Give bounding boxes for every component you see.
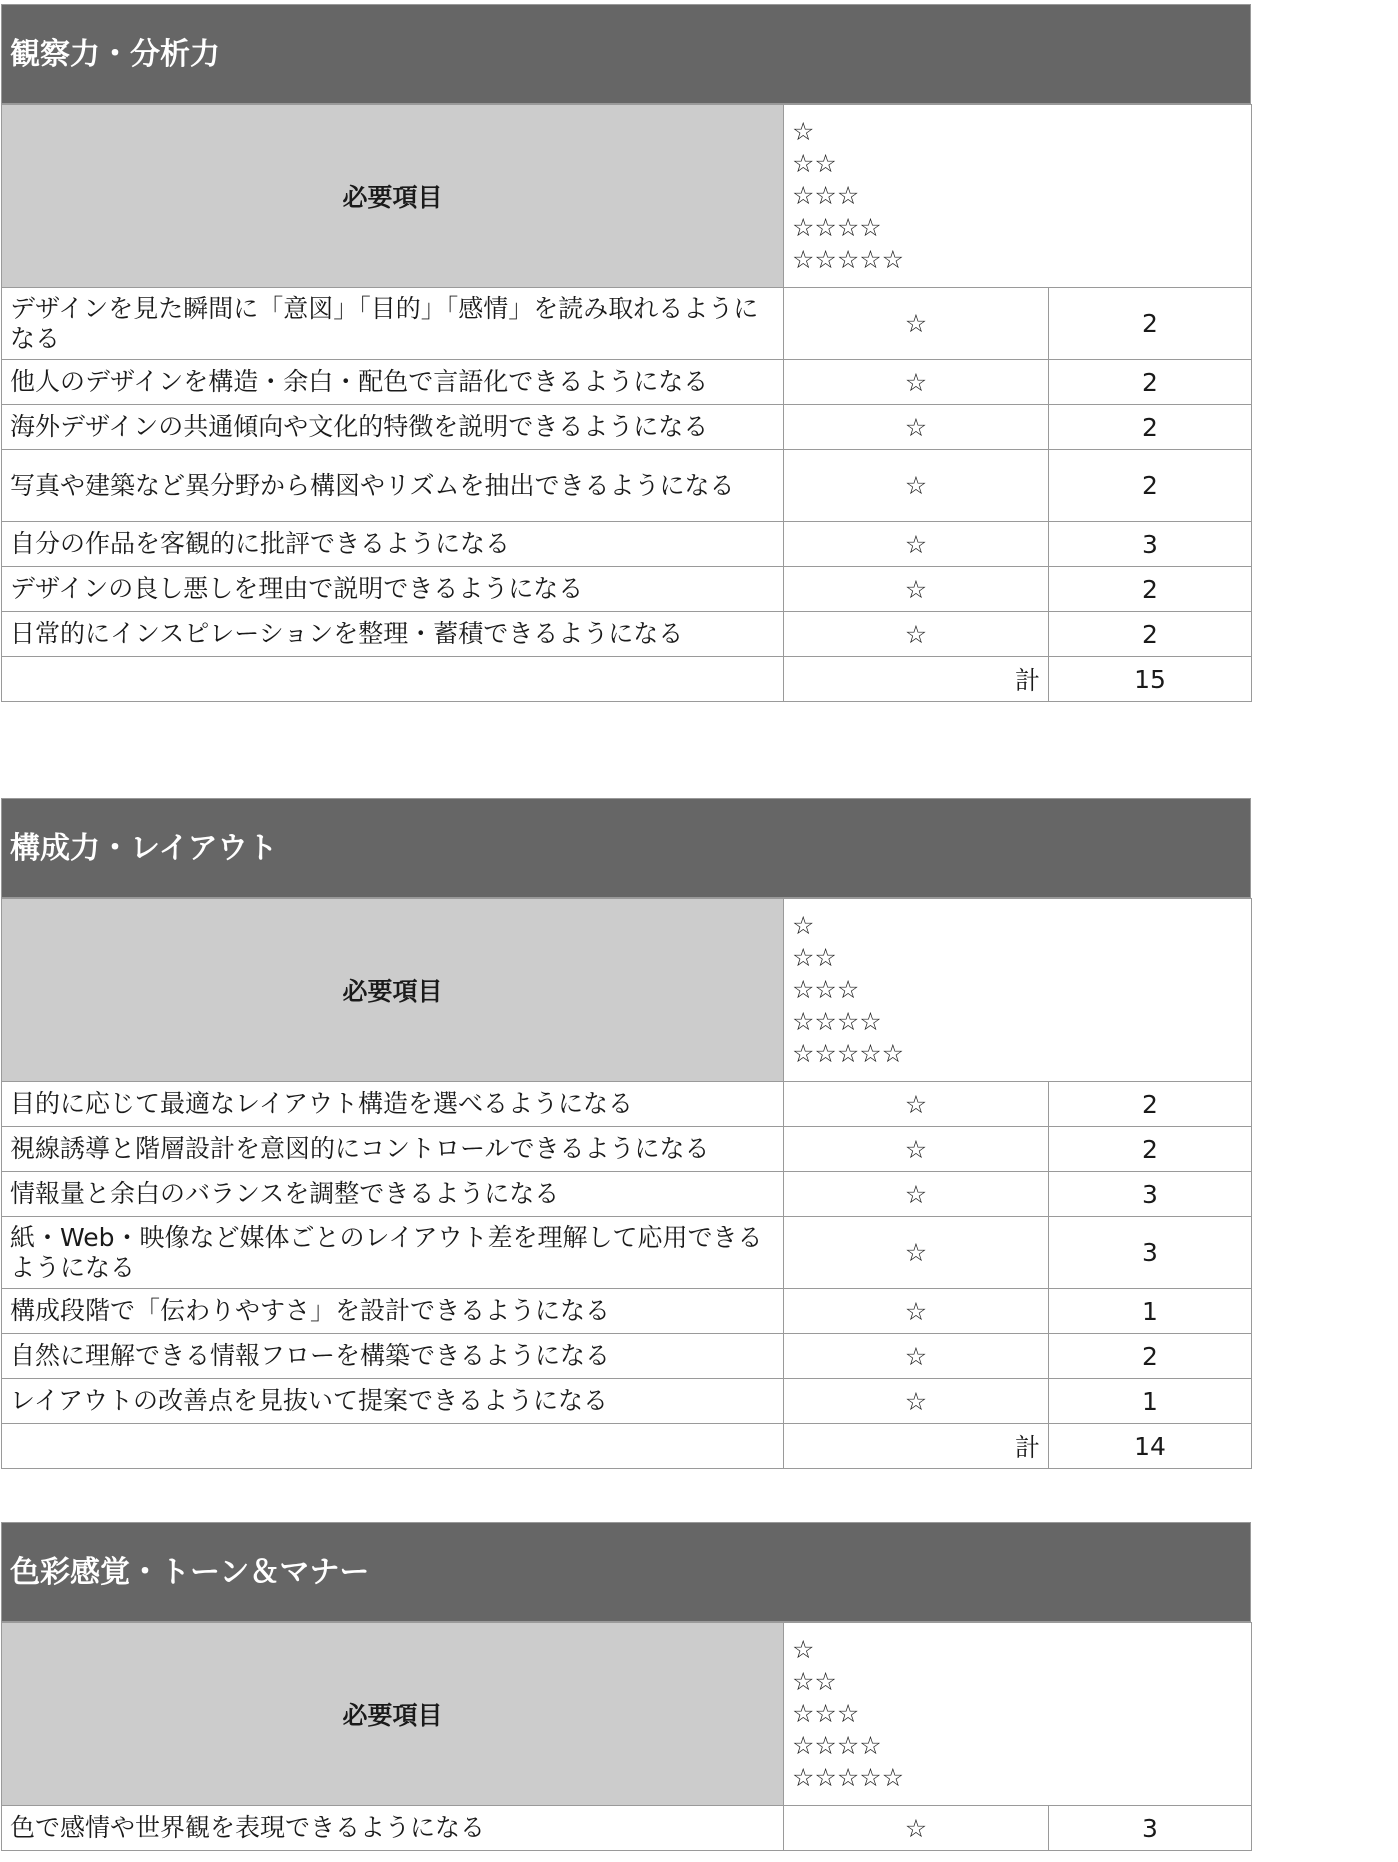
table-row (2, 288, 1252, 360)
item-text: 視線誘導と階層設計を意図的にコントロールできるようになる (2, 1127, 784, 1172)
item-score: 2 (1049, 1127, 1252, 1172)
item-text: 構成段階で「伝わりやすさ」を設計できるようになる (2, 1289, 784, 1334)
star-icon: ☆ (784, 567, 1049, 612)
legend-line: ☆☆☆☆ (792, 213, 882, 242)
table-row (2, 1172, 1252, 1217)
table-row (2, 567, 1252, 612)
header-label: 必要項目 (2, 105, 784, 288)
table-row (2, 522, 1252, 567)
star-icon: ☆ (784, 1217, 1049, 1289)
legend-line: ☆☆☆ (792, 975, 860, 1004)
table-row (2, 450, 1252, 522)
total-value: 14 (1049, 1424, 1252, 1469)
table-row (2, 1379, 1252, 1424)
table-row (2, 1217, 1252, 1289)
star-legend (784, 105, 1252, 288)
item-score: 3 (1049, 522, 1252, 567)
legend-line: ☆☆☆ (792, 181, 860, 210)
section-title: 色彩感覚・トーン＆マナー (1, 1522, 1251, 1622)
skills-table (1, 1622, 1252, 1851)
item-text: レイアウトの改善点を見抜いて提案できるようになる (2, 1379, 784, 1424)
star-legend (784, 1623, 1252, 1806)
item-score: 2 (1049, 288, 1252, 360)
table-row (2, 1082, 1252, 1127)
section-title: 構成力・レイアウト (1, 798, 1251, 898)
table-header-row (2, 899, 1252, 1082)
star-icon: ☆ (784, 288, 1049, 360)
section-title: 観察力・分析力 (1, 4, 1251, 104)
table-row (2, 405, 1252, 450)
table-row (2, 1806, 1252, 1851)
table-row (2, 1334, 1252, 1379)
legend-line: ☆☆☆☆ (792, 1731, 882, 1760)
table-row (2, 360, 1252, 405)
star-icon: ☆ (784, 1082, 1049, 1127)
legend-line: ☆ (792, 1635, 815, 1664)
star-legend (784, 899, 1252, 1082)
star-icon: ☆ (784, 1379, 1049, 1424)
star-icon: ☆ (784, 1806, 1049, 1851)
item-score: 2 (1049, 1334, 1252, 1379)
item-text: 他人のデザインを構造・余白・配色で言語化できるようになる (2, 360, 784, 405)
star-icon: ☆ (784, 522, 1049, 567)
item-text: 写真や建築など異分野から構図やリズムを抽出できるようになる (2, 450, 784, 522)
item-text: 目的に応じて最適なレイアウト構造を選べるようになる (2, 1082, 784, 1127)
table-row (2, 1289, 1252, 1334)
item-text: デザインの良し悪しを理由で説明できるようになる (2, 567, 784, 612)
empty-cell (2, 657, 784, 702)
item-score: 2 (1049, 612, 1252, 657)
legend-line: ☆☆☆☆ (792, 1007, 882, 1036)
item-score: 3 (1049, 1217, 1252, 1289)
star-icon: ☆ (784, 450, 1049, 522)
item-text: 紙・Web・映像など媒体ごとのレイアウト差を理解して応用できるようになる (2, 1217, 784, 1289)
item-text: 情報量と余白のバランスを調整できるようになる (2, 1172, 784, 1217)
star-icon: ☆ (784, 405, 1049, 450)
skills-table (1, 898, 1252, 1469)
star-icon: ☆ (784, 1172, 1049, 1217)
star-icon: ☆ (784, 1289, 1049, 1334)
total-row (2, 657, 1252, 702)
skills-table (1, 104, 1252, 702)
total-row (2, 1424, 1252, 1469)
item-score: 3 (1049, 1806, 1252, 1851)
item-score: 3 (1049, 1172, 1252, 1217)
header-label: 必要項目 (2, 1623, 784, 1806)
total-label: 計 (784, 1424, 1049, 1469)
item-score: 2 (1049, 405, 1252, 450)
total-value: 15 (1049, 657, 1252, 702)
legend-line: ☆☆☆ (792, 1699, 860, 1728)
legend-line: ☆☆ (792, 1667, 837, 1696)
item-score: 2 (1049, 360, 1252, 405)
item-text: 自然に理解できる情報フローを構築できるようになる (2, 1334, 784, 1379)
table-header-row (2, 1623, 1252, 1806)
item-score: 2 (1049, 450, 1252, 522)
star-icon: ☆ (784, 1127, 1049, 1172)
item-score: 2 (1049, 567, 1252, 612)
section-color (1, 1522, 1251, 1851)
item-score: 1 (1049, 1379, 1252, 1424)
item-text: 海外デザインの共通傾向や文化的特徴を説明できるようになる (2, 405, 784, 450)
legend-line: ☆☆☆☆☆ (792, 245, 905, 274)
item-text: デザインを見た瞬間に「意図」「目的」「感情」を読み取れるようになる (2, 288, 784, 360)
table-row (2, 1127, 1252, 1172)
item-score: 2 (1049, 1082, 1252, 1127)
legend-line: ☆ (792, 117, 815, 146)
legend-line: ☆☆☆☆☆ (792, 1763, 905, 1792)
item-score: 1 (1049, 1289, 1252, 1334)
table-row (2, 612, 1252, 657)
legend-line: ☆☆☆☆☆ (792, 1039, 905, 1068)
table-header-row (2, 105, 1252, 288)
total-label: 計 (784, 657, 1049, 702)
item-text: 日常的にインスピレーションを整理・蓄積できるようになる (2, 612, 784, 657)
star-icon: ☆ (784, 360, 1049, 405)
empty-cell (2, 1424, 784, 1469)
section-observation (1, 4, 1251, 702)
legend-line: ☆☆ (792, 149, 837, 178)
header-label: 必要項目 (2, 899, 784, 1082)
item-text: 色で感情や世界観を表現できるようになる (2, 1806, 784, 1851)
legend-line: ☆ (792, 911, 815, 940)
star-icon: ☆ (784, 612, 1049, 657)
star-icon: ☆ (784, 1334, 1049, 1379)
legend-line: ☆☆ (792, 943, 837, 972)
item-text: 自分の作品を客観的に批評できるようになる (2, 522, 784, 567)
section-layout (1, 798, 1251, 1469)
